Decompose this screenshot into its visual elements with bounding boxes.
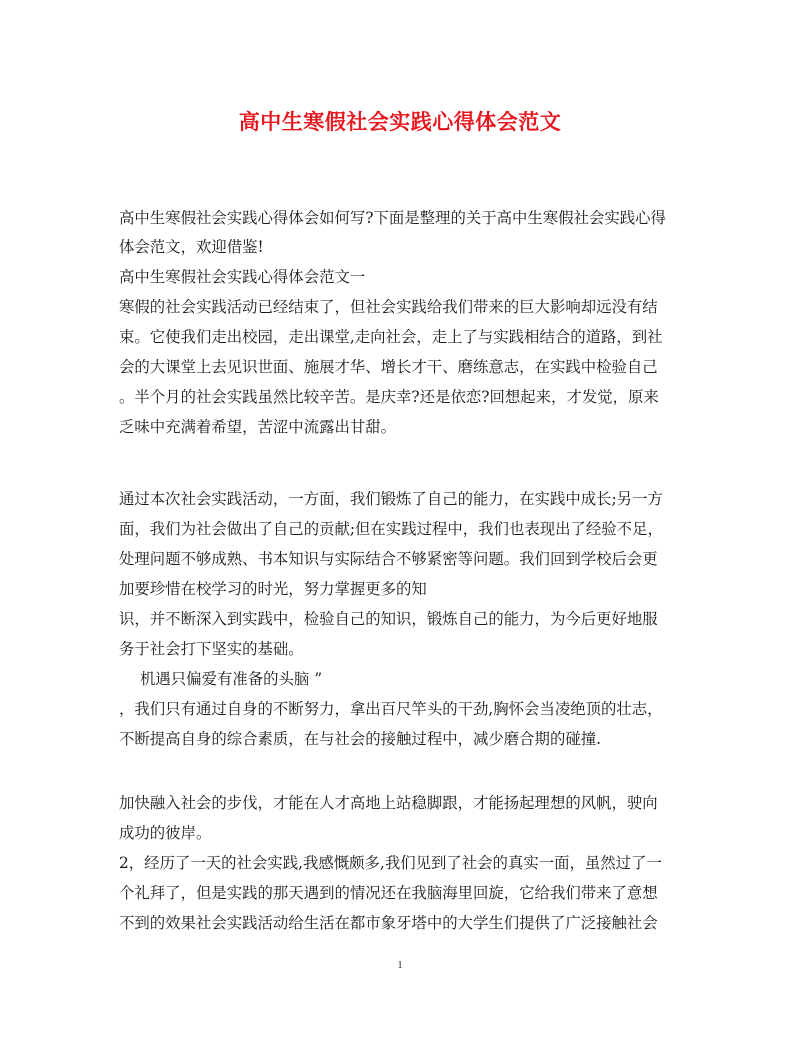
- body-line: 高中生寒假社会实践心得体会范文一: [119, 268, 366, 286]
- body-line: 识，并不断深入到实践中，检验自己的知识，锻炼自己的能力，为今后更好地服: [119, 610, 658, 628]
- body-line: 乏味中充满着希望，苦涩中流露出甘甜。: [119, 418, 397, 436]
- body-line: 个礼拜了，但是实践的那天遇到的情况还在我脑海里回旋，它给我们带来了意想: [119, 884, 658, 902]
- body-line: 不断提高自身的综合素质，在与社会的接触过程中，减少磨合期的碰撞.: [119, 730, 602, 748]
- page-number: 1: [397, 959, 403, 971]
- body-line: 体会范文，欢迎借鉴!: [119, 238, 264, 256]
- body-line: 高中生寒假社会实践心得体会如何写?下面是整理的关于高中生寒假社会实践心得: [119, 209, 666, 227]
- body-line: 加快融入社会的步伐，才能在人才高地上站稳脚跟，才能扬起理想的风帆，驶向: [119, 794, 658, 812]
- body-line: 2，经历了一天的社会实践,我感慨颇多,我们见到了社会的真实一面，虽然过了一: [119, 854, 662, 872]
- body-line: 务于社会打下坚实的基础。: [119, 640, 304, 658]
- body-line: 。半个月的社会实践虽然比较辛苦。是庆幸?还是依恋?回想起来，才发觉，原来: [119, 388, 659, 406]
- body-line: 不到的效果社会实践活动给生活在都市象牙塔中的大学生们提供了广泛接触社会: [119, 914, 658, 932]
- body-line: 面，我们为社会做出了自己的贡献;但在实践过程中，我们也表现出了经验不足，: [119, 520, 663, 538]
- body-line: 成功的彼岸。: [119, 824, 212, 842]
- document-title: 高中生寒假社会实践心得体会范文: [238, 109, 562, 134]
- body-line: 加要珍惜在校学习的时光，努力掌握更多的知: [119, 580, 427, 598]
- body-line: 束。它使我们走出校园，走出课堂,走向社会，走上了与实践相结合的道路，到社: [119, 328, 663, 346]
- body-line: 寒假的社会实践活动已经结束了，但社会实践给我们带来的巨大影响却远没有结: [119, 298, 658, 316]
- body-line: 会的大课堂上去见识世面、施展才华、增长才干、磨练意志，在实践中检验自己: [119, 358, 658, 376]
- body-line: ，我们只有通过自身的不断努力，拿出百尺竿头的干劲,胸怀会当凌绝顶的壮志，: [119, 700, 663, 718]
- body-line: 处理问题不够成熟、书本知识与实际结合不够紧密等问题。我们回到学校后会更: [119, 550, 658, 568]
- body-line-indented: 机遇只偏爱有准备的头脑 ”: [140, 670, 323, 688]
- body-line: 通过本次社会实践活动，一方面，我们锻炼了自己的能力，在实践中成长;另一方: [119, 490, 663, 508]
